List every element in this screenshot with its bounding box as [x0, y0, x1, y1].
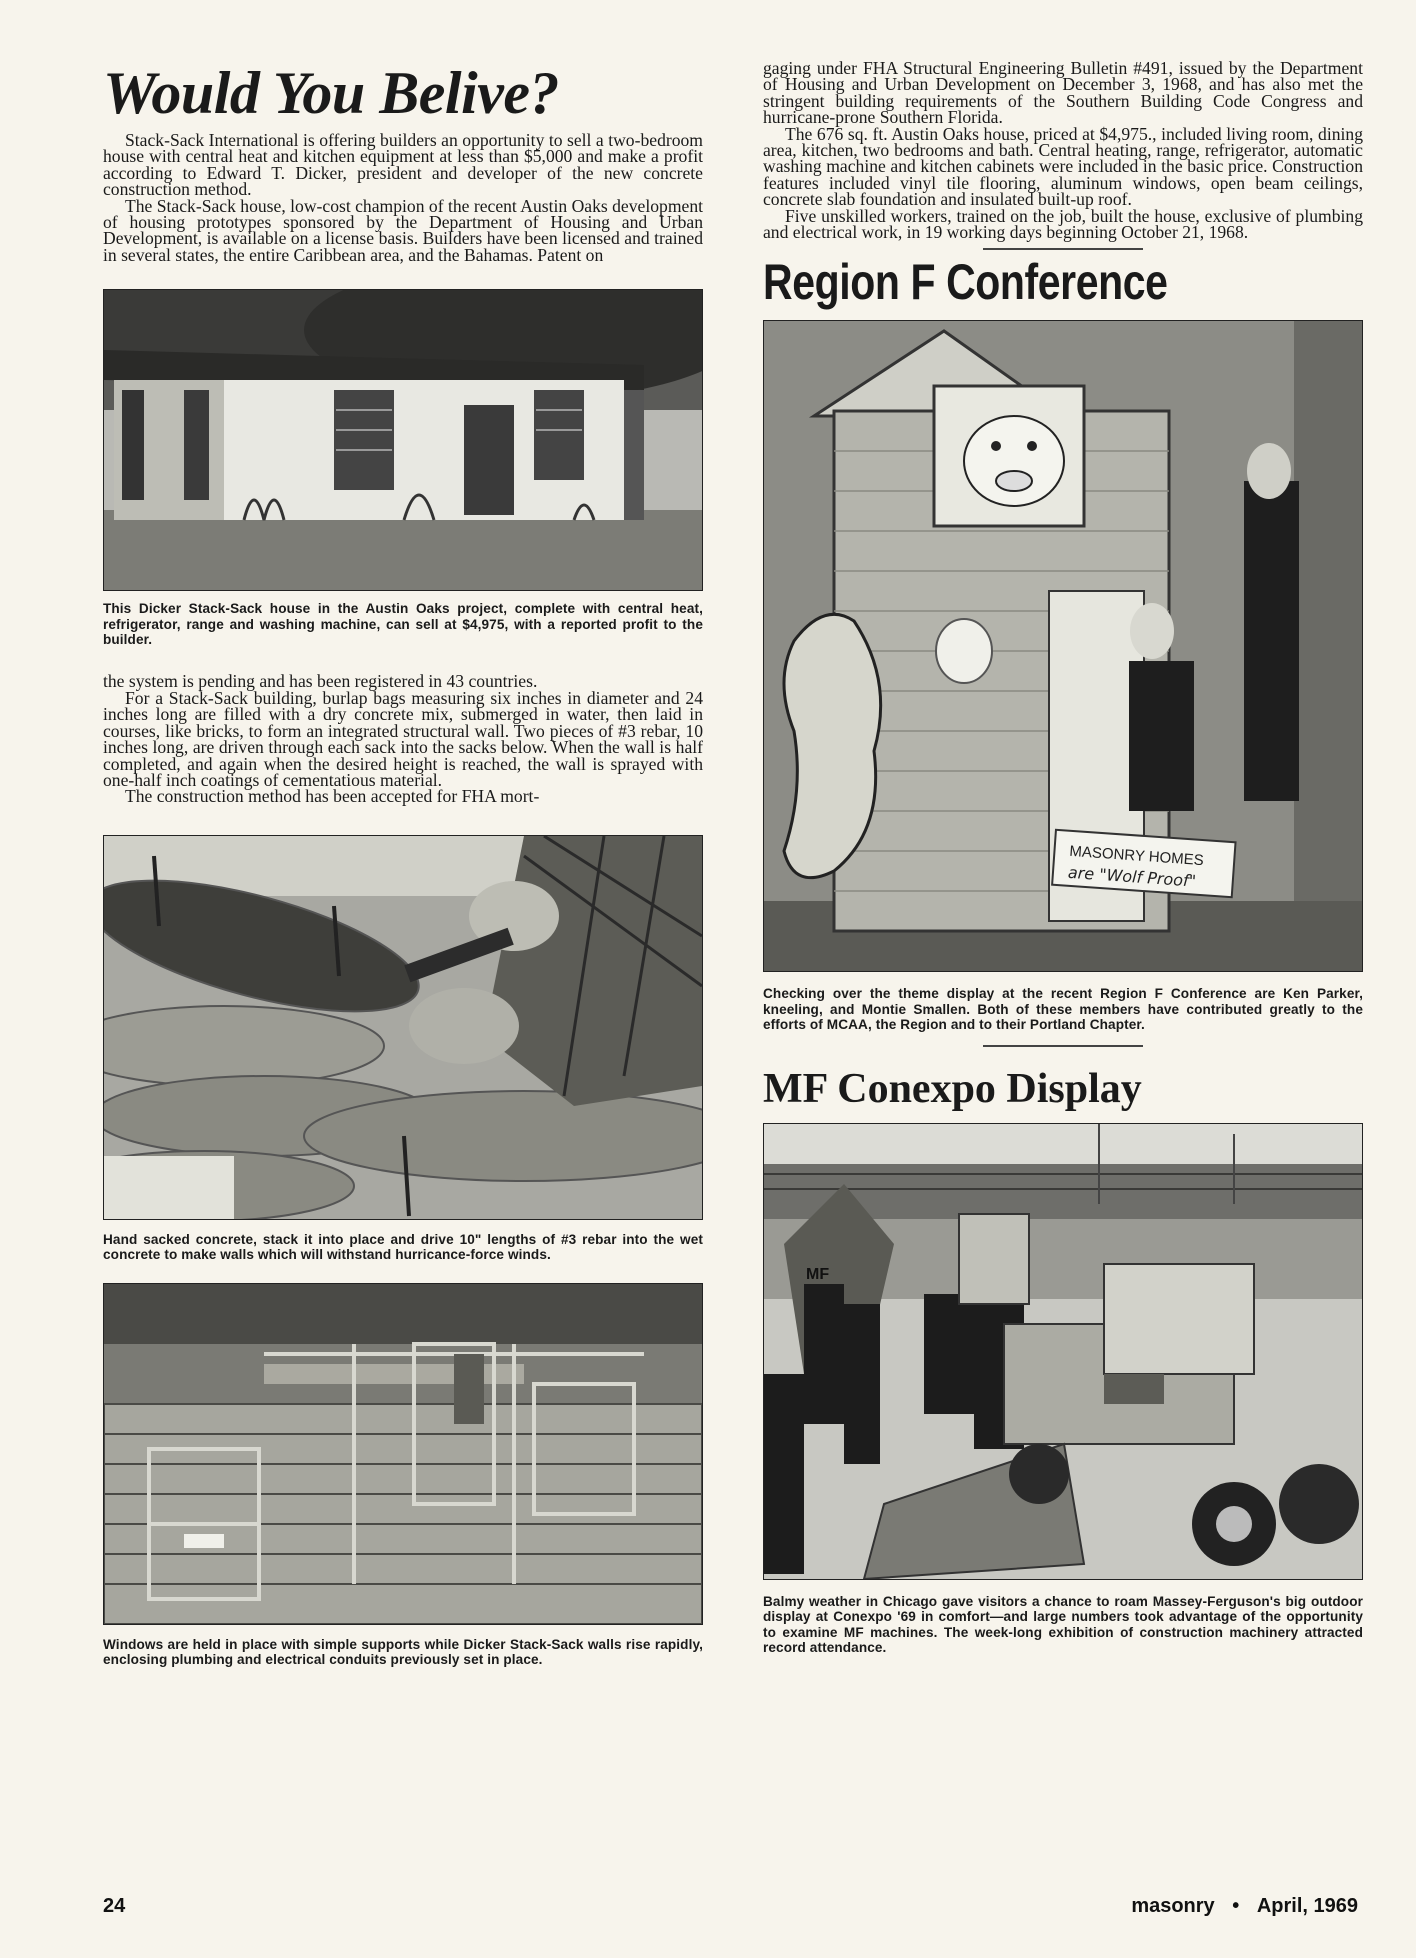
publication-name: masonry [1131, 1895, 1215, 1917]
sign-line-2: are "Wolf Proof" [1067, 863, 1197, 892]
right-column [763, 60, 1363, 1655]
walls-photo-caption: Windows are held in place with simple supports while Dicker Stack-Sack walls rise rapidly, enclosing plumbing and electrical conduits previously set in place. [103, 1636, 703, 1667]
article-title: Would You Belive? [103, 60, 559, 126]
paragraph: the system is pending and has been registered in 43 countries. [103, 671, 538, 692]
mf-conexpo-title: MF Conexpo Display [763, 1065, 1142, 1112]
tractor-badge: MF [806, 1265, 830, 1283]
mf-conexpo-photo [763, 1123, 1363, 1580]
region-f-caption: Checking over the theme display at the recent Region F Conference are Ken Parker, kneeling, and Montie Smallen. Both of these members have contributed greatly to the efforts of MCAA, the Region and to their Portland Chapter. [763, 986, 1363, 1033]
mf-conexpo-caption: Balmy weather in Chicago gave visitors a chance to roam Massey-Ferguson's big outdoor display at Conexpo '69 in comfort—and large numbers took advantage of the opportunity to examine MF machines. The week-long exhibition of construction machinery attracted record attendance. [763, 1593, 1363, 1655]
region-f-title: Region F Conference [763, 254, 1168, 311]
section-divider [983, 1045, 1143, 1047]
article-continuation [763, 58, 1363, 243]
footer-bullet: • [1232, 1895, 1240, 1917]
house-photo-caption: This Dicker Stack-Sack house in the Austin Oaks project, complete with central heat, refrigerator, range and washing machine, can sell at $4,975, with a reported profit to the builder. [103, 601, 703, 648]
hand-sacked-concrete-photo [103, 835, 703, 1220]
paragraph: Stack-Sack International is offering builders an opportunity to sell a two-bedroom house with central heat and kitchen equipment at less than $5,000 and make a profit according to Edward T. Dicker, president and developer of the new concrete construction method. [103, 130, 703, 200]
paragraph: The Stack-Sack house, low-cost champion of the recent Austin Oaks development of housing prototypes sponsored by the Department of Housing and Urban Development, is available on a license basis. Builders have been licensed and trained in several states, the entire Caribbean area, and the Bahamas. Patent on [103, 195, 703, 265]
article-body [103, 671, 703, 807]
paragraph: The 676 sq. ft. Austin Oaks house, priced at $4,975., included living room, dining area, kitchen, two bedrooms and bath. Central heating, range, refrigerator, automatic washing machine and kitchen cabinets were included in the basic price. Construction features included vinyl tile flooring, aluminum windows, open beam ceilings, concrete slab foundation and insulated built-up roof. [763, 123, 1363, 210]
paragraph: Five unskilled workers, trained on the job, built the house, exclusive of plumbing and electrical work, in 19 working days beginning October 21, 1968. [763, 205, 1363, 243]
stack-sack-walls-photo [103, 1283, 703, 1625]
sign-line-1: MASONRY HOMES [1068, 843, 1205, 870]
paragraph: For a Stack-Sack building, burlap bags measuring six inches in diameter and 24 inches long are filled with a dry concrete mix, submerged in water, then laid in courses, like bricks, to form an integrated structural wall. Two pieces of #3 rebar, 10 inches long, are driven through each sack into the sacks below. When the wall is half completed, and again when the desired height is reached, the wall is sprayed with one-half inch coatings of cementatious material. [103, 687, 703, 790]
region-f-display-photo [763, 320, 1363, 972]
article-intro [103, 132, 703, 263]
issue-date: April, 1969 [1256, 1895, 1358, 1917]
paragraph: The construction method has been accepted for FHA mort- [125, 786, 540, 807]
section-divider [983, 248, 1143, 250]
left-column [103, 60, 703, 1667]
stack-sack-house-photo [103, 289, 703, 591]
page-number: 24 [103, 1895, 126, 1917]
paragraph: gaging under FHA Structural Engineering Bulletin #491, issued by the Department of Housing and Urban Development on December 3, 1968, and has also met the stringent building requirements of the Southern Building Code Congress and hurricane-prone Southern Florida. [763, 58, 1363, 128]
hand-sacked-photo-caption: Hand sacked concrete, stack it into place and drive 10" lengths of #3 rebar into the wet concrete to make walls which will withstand hurricance-force winds. [103, 1231, 703, 1263]
publication-footer [1125, 1895, 1364, 1918]
